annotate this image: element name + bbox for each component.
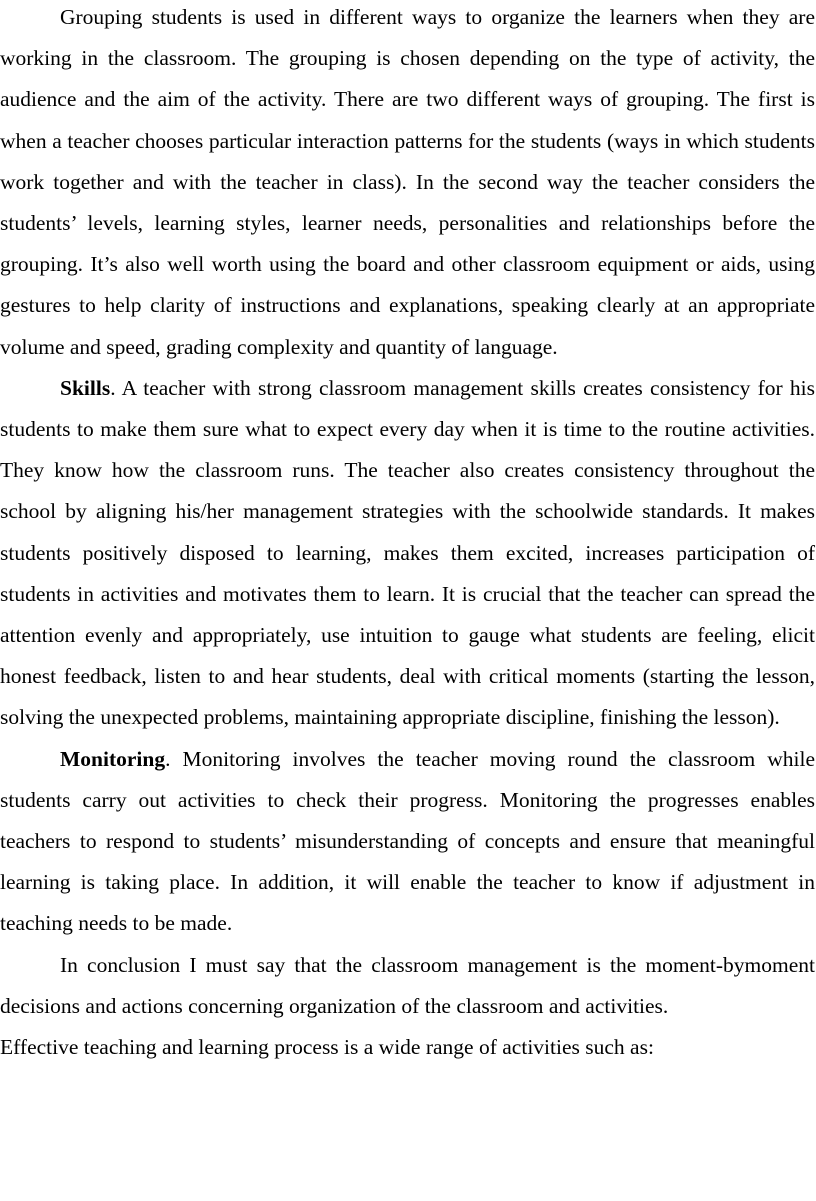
paragraph-grouping-text: Grouping students is used in different ways to organize the learners when they are working in the classroom. The grouping is chosen depending on the type of activity, the audience and the aim of the activity. There are two different ways of grouping. The first is when a teacher chooses particular interaction patterns for the students (ways in which students work together and with the teacher in class). In the second way the teacher considers the students’ levels, learning styles, learner needs, personalities and relationships before the grouping. It’s also well worth using the board and other classroom equipment or aids, using gestures to help clarity of instructions and explanations, speaking clearly at an appropriate volume and speed, grading complexity and quantity of language.	[0, 5, 815, 359]
paragraph-skills	[0, 368, 815, 739]
monitoring-heading: Monitoring	[60, 746, 166, 771]
paragraph-conclusion-text: In conclusion I must say that the classroom management is the moment-bymoment decisions and actions concerning organization of the classroom and activities.	[0, 952, 815, 1018]
paragraph-conclusion	[0, 945, 815, 1027]
paragraph-closing	[0, 1027, 815, 1068]
skills-heading: Skills	[60, 375, 111, 400]
paragraph-grouping	[0, 0, 815, 368]
paragraph-monitoring	[0, 739, 815, 945]
paragraph-skills-text: . A teacher with strong classroom management skills creates consistency for his students to make them sure what to expect every day when it is time to the routine activities. They know how the classroom runs. The teacher also creates consistency throughout the school by aligning his/her management strategies with the schoolwide standards. It makes students positively disposed to learning, makes them excited, increases participation of students in activities and motivates them to learn. It is crucial that the teacher can spread the attention evenly and appropriately, use intuition to gauge what students are feeling, elicit honest feedback, listen to and hear students, deal with critical moments (starting the lesson, solving the unexpected problems, maintaining appropriate discipline, finishing the lesson).	[0, 375, 815, 730]
paragraph-monitoring-text: . Monitoring involves the teacher moving round the classroom while students carry out activities to check their progress. Monitoring the progresses enables teachers to respond to students’ misunderstanding of concepts and ensure that meaningful learning is taking place. In addition, it will enable the teacher to know if adjustment in teaching needs to be made.	[0, 746, 815, 936]
paragraph-closing-text: Effective teaching and learning process is a wide range of activities such as:	[0, 1035, 654, 1060]
